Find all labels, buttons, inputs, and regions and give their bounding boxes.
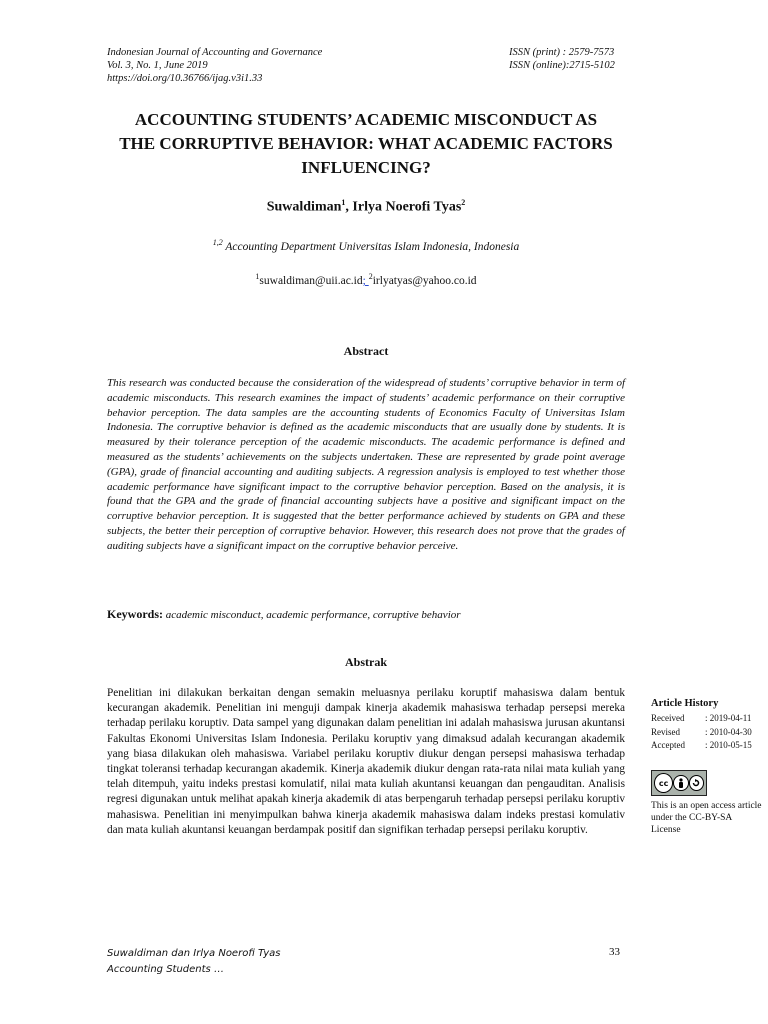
author-1: Suwaldiman [266,199,342,215]
received-date: : 2019-04-11 [705,713,752,723]
cc-by-sa-badge[interactable] [651,770,707,796]
accepted-date: : 2010-05-15 [705,740,752,750]
issn-print: ISSN (print) : 2579-7573 [509,47,615,58]
email-1[interactable]: suwaldiman@uii.ac.id [259,274,363,287]
revised-date: : 2010-04-30 [705,726,752,737]
abstrak-body: Penelitian ini dilakukan berkaitan dengan semakin meluasnya perilaku koruptif mahasiswa dalam bentuk kecurangan akademik. Penelitian ini menguji dampak kinerja akademik mahasiswa terhadap persepsi mereka terhadap perilaku koruptiv. Data sampel yang digunakan dalam penelitian ini adalah mahasiswa jurusan akuntansi Fakultas Ekonomi Universitas Islam Indonesia. Perilaku koruptiv yang dimaksud adalah kecurangan akademik yang biasa dilakukan oleh mahasiswa. Variabel perilaku koruptiv diukur dengan persepsi mahasiswa terhadap tingkat toleransi terhadap kecurangan akademik. Kinerja akademik diukur dengan rata-rata nilai mata kuliah yang telah ditempuh, yaitu indeks prestasi komulatif, nilai mata kuliah akuntansi keuangan dan pengauditan. Analisis regresi digunakan untuk melihat apakah kinerja akademik di atas berpengaruh terhadap persepsi perilaku koruptiv mahasiswa. Penelitian ini menyimpulkan bahwa kinerja akademik mahasiswa dalam indeks prestasi komulativ dan mata kuliah akuntansi keuangan berdampak positif dan signifikan terhadap persepsi perilaku koruptiv. [107,687,625,836]
by-icon [673,775,688,791]
person-icon [677,778,685,788]
issn-block [509,46,615,72]
footer-authors: Suwaldiman dan Irlya Noerofi Tyas [107,948,281,959]
footer-running-head [107,946,280,978]
journal-header [107,46,322,85]
sa-icon [689,775,704,791]
history-row-accepted [651,739,763,753]
article-history [651,698,763,753]
email-2-sup: 2 [368,272,373,281]
author-2: Irlya Noerofi Tyas [352,199,462,215]
issn-online: ISSN (online):2715-5102 [509,60,615,71]
affiliation-sup: 1,2 [212,238,223,247]
article-history-title: Article History [651,698,719,709]
revised-label: Revised [651,726,680,737]
accepted-label: Accepted [651,740,685,750]
history-row-received [651,712,763,726]
author-list [80,198,652,216]
license-text: This is an open access article under the CC-BY-SA License [651,801,762,835]
title-line-1: ACCOUNTING STUDENTS’ ACADEMIC MISCONDUCT AS [134,110,598,129]
cc-icon: cc [654,773,673,793]
journal-volume: Vol. 3, No. 1, June 2019 [107,60,208,71]
received-label: Received [651,713,685,723]
affiliation-text: Accounting Department Universitas Islam Indonesia, Indonesia [222,240,520,253]
share-alike-icon [691,778,701,788]
abstract-heading: Abstract [343,344,389,358]
title-line-3: INFLUENCING? [301,158,431,177]
keywords-value: academic misconduct, academic performance, corruptive behavior [163,609,461,621]
history-row-revised [651,726,763,740]
abstrak-heading: Abstrak [344,655,387,669]
email-separator: ; [362,274,369,287]
affiliation [80,238,652,253]
doi-link[interactable]: https://doi.org/10.36766/ijag.v3i1.33 [107,73,263,84]
paper-title [80,108,652,180]
title-line-2: THE CORRUPTIVE BEHAVIOR: WHAT ACADEMIC FACTORS [119,134,613,153]
page-number: 33 [609,946,620,958]
footer-short-title: Accounting Students … [107,964,224,975]
author-2-sup: 2 [461,198,466,207]
keywords-label: Keywords: [107,607,163,621]
email-line [80,272,652,287]
keywords [107,607,625,622]
email-1-sup: 1 [255,272,260,281]
author-separator: , [345,199,353,215]
abstract-body: This research was conducted because the consideration of the widespread of students’ corruptive behavior in term of academic misconducts. This research examines the impact of students’ academic performance on their corruptive behavior perception. The data samples are the accounting students of Economics Faculty of Universitas Islam Indonesia. The corruptive behavior is defined as the academic misconducts that are usually done by students. It is measured by their tolerance perception of the academic misconducts. The academic performance is defined and measured as the students’ achievements on the subjects undertaken. These are represented by grade point average (GPA), grade of financial accounting and auditing subjects. A regression analysis is employed to test whether those academic performance have significant impact to the corruptive behavior perception. Based on the analysis, it is found that the GPA and the grade of financial accounting subjects have a positive and significant impact on the corruptive behavior perception. It is suggested that the better performance achieved by students on GPA and these subjects, the better their perception of corruptive behavior. However, this research does not prove that the grades of auditing subjects have a significant impact on the corruptive behavior perceive. [107,377,625,552]
author-1-sup: 1 [341,198,346,207]
email-2[interactable]: irlyatyas@yahoo.co.id [372,274,477,287]
journal-name: Indonesian Journal of Accounting and Governance [107,47,323,58]
